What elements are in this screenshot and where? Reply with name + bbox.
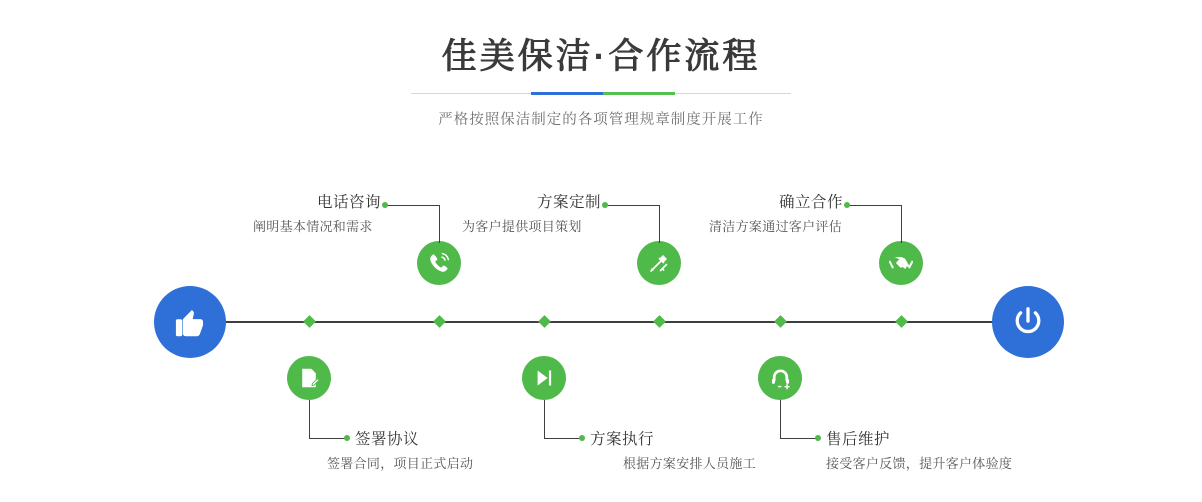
headset-add-icon xyxy=(769,367,792,390)
step-4-arm-dot xyxy=(579,435,585,441)
timeline-start-badge xyxy=(154,286,226,358)
page-title: 佳美保洁·合作流程 xyxy=(441,37,761,76)
step-6-axis-marker xyxy=(774,315,787,328)
document-edit-icon xyxy=(297,366,321,390)
step-2-arm-dot xyxy=(344,435,350,441)
step-4-desc: 根据方案安排人员施工 xyxy=(623,456,757,471)
step-6-title: 售后维护 xyxy=(826,431,891,448)
step-1-desc: 阐明基本情况和需求 xyxy=(253,219,373,234)
step-2-stem xyxy=(309,400,310,438)
step-1-icon-badge xyxy=(417,241,461,285)
timeline-end-badge xyxy=(992,286,1064,358)
step-5-arm-dot xyxy=(844,202,850,208)
page-subtitle: 严格按照保洁制定的各项管理规章制度开展工作 xyxy=(438,112,764,128)
play-step-icon xyxy=(533,367,555,389)
step-2-icon-badge xyxy=(287,356,331,400)
step-4-stem xyxy=(544,400,545,438)
step-6-desc: 接受客户反馈，提升客户体验度 xyxy=(826,456,1013,471)
step-5-axis-marker xyxy=(895,315,908,328)
step-1-title: 电话咨询 xyxy=(317,194,382,211)
step-5-icon-badge xyxy=(879,241,923,285)
step-3-desc: 为客户提供项目策划 xyxy=(462,219,582,234)
step-2-axis-marker xyxy=(303,315,316,328)
step-5-title: 确立合作 xyxy=(779,194,844,211)
step-1-arm-dot xyxy=(382,202,388,208)
step-6-icon-badge xyxy=(758,356,802,400)
step-1-arm xyxy=(385,205,440,206)
step-6-arm xyxy=(780,438,820,439)
step-4-arm xyxy=(544,438,584,439)
step-2-title: 签署协议 xyxy=(355,431,420,448)
timeline-axis xyxy=(155,321,1047,323)
step-3-title: 方案定制 xyxy=(537,194,602,211)
step-2-arm xyxy=(309,438,349,439)
thumbs-up-icon xyxy=(172,304,208,340)
step-3-stem xyxy=(659,205,660,243)
step-5-arm xyxy=(847,205,902,206)
power-icon xyxy=(1010,304,1046,340)
step-3-icon-badge xyxy=(637,241,681,285)
step-3-axis-marker xyxy=(653,315,666,328)
step-2-desc: 签署合同，项目正式启动 xyxy=(327,456,474,471)
step-6-arm-dot xyxy=(815,435,821,441)
step-6-stem xyxy=(780,400,781,438)
step-4-title: 方案执行 xyxy=(590,431,655,448)
step-5-desc: 清洁方案通过客户评估 xyxy=(709,219,843,234)
pen-ruler-icon xyxy=(647,251,671,275)
step-3-arm-dot xyxy=(602,202,608,208)
step-4-axis-marker xyxy=(538,315,551,328)
step-1-stem xyxy=(439,205,440,243)
handshake-icon xyxy=(889,251,913,275)
step-3-arm xyxy=(605,205,660,206)
phone-ring-icon xyxy=(427,251,451,275)
step-4-icon-badge xyxy=(522,356,566,400)
step-5-stem xyxy=(901,205,902,243)
step-1-axis-marker xyxy=(433,315,446,328)
